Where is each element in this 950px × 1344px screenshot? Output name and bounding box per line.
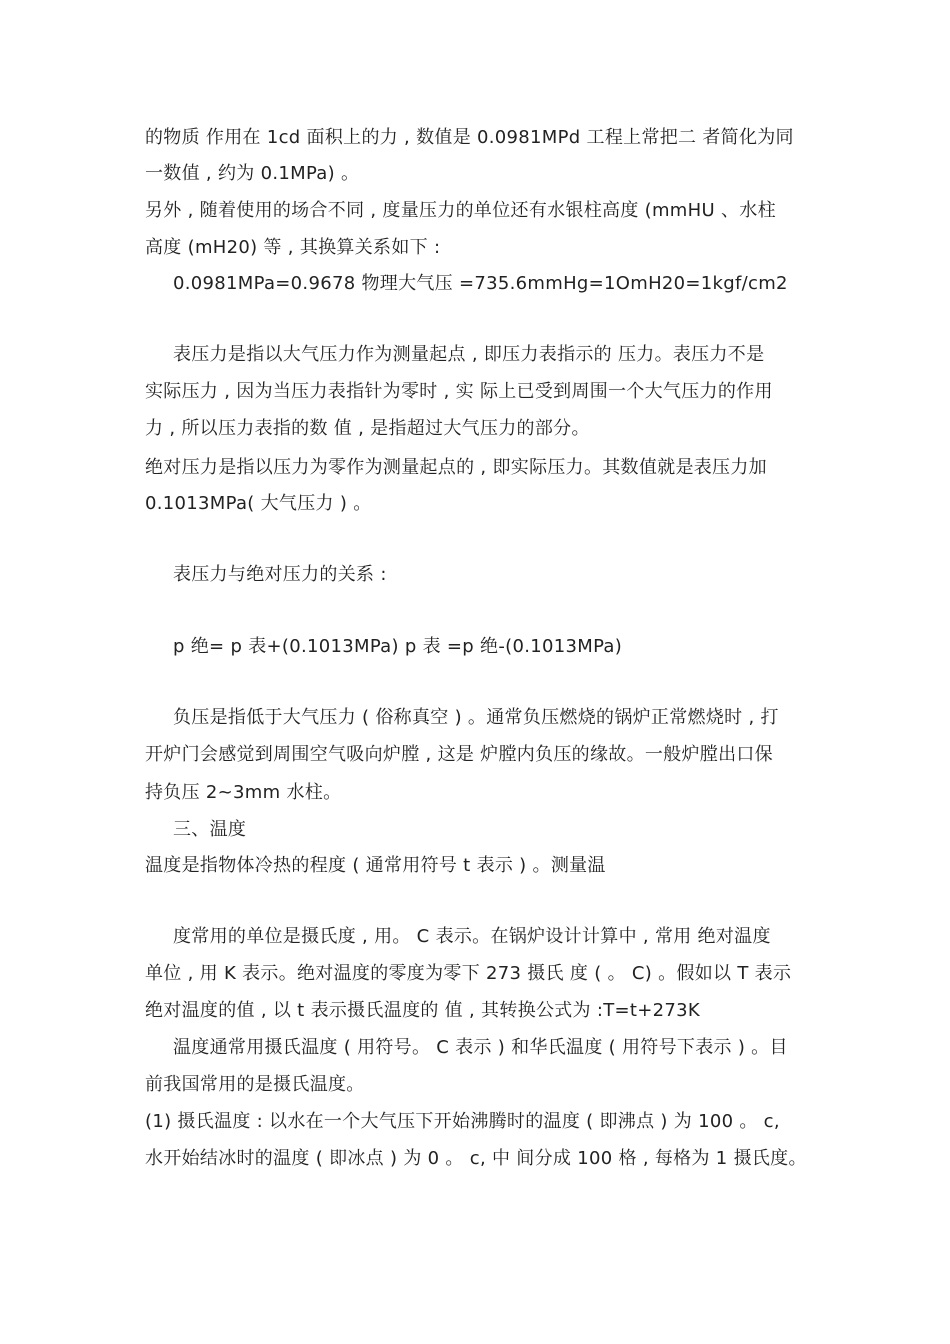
section-heading: 三、温度	[173, 819, 247, 840]
text-line: 力 , 所以压力表指的数 值 , 是指超过大气压力的部分。	[145, 418, 590, 439]
text-line: 绝对压力是指以压力为零作为测量起点的 , 即实际压力。其数值就是表压力加	[145, 457, 767, 478]
text-line: 表压力与绝对压力的关系 :	[173, 564, 387, 585]
text-line: (1) 摄氏温度 : 以水在一个大气压下开始沸腾时的温度 ( 即沸点 ) 为 100 。 c,	[145, 1111, 780, 1132]
text-line: 0.1013MPa( 大气压力 ) 。	[145, 493, 372, 514]
text-line: 负压是指低于大气压力 ( 俗称真空 ) 。通常负压燃烧的锅炉正常燃烧时 , 打	[173, 707, 779, 728]
text-line: 实际压力 , 因为当压力表指针为零时 , 实 际上已受到周围一个大气压力的作用	[145, 381, 773, 402]
text-line: 高度 (mH20) 等 , 其换算关系如下 :	[145, 237, 441, 258]
text-line: 水开始结冰时的温度 ( 即冰点 ) 为 0 。 c, 中 间分成 100 格 , 每格为 1 摄氏度。	[145, 1148, 807, 1169]
text-line: 温度通常用摄氏温度 ( 用符号。 C 表示 ) 和华氏温度 ( 用符号下表示 ) 。目	[173, 1037, 788, 1058]
text-line: 一数值 , 约为 0.1MPa) 。	[145, 163, 360, 184]
text-line: 单位 , 用 K 表示。绝对温度的零度为零下 273 摄氏 度 ( 。 C) 。假如以 T 表示	[145, 963, 792, 984]
text-line: 另外 , 随着使用的场合不同 , 度量压力的单位还有水银柱高度 (mmHU 、水柱	[145, 200, 776, 221]
text-line: 表压力是指以大气压力作为测量起点 , 即压力表指示的 压力。表压力不是	[173, 344, 765, 365]
formula-line: p 绝= p 表+(0.1013MPa) p 表 =p 绝-(0.1013MPa)	[173, 636, 623, 657]
text-line: 前我国常用的是摄氏温度。	[145, 1074, 365, 1095]
text-line: 绝对温度的值 , 以 t 表示摄氏温度的 值 , 其转换公式为 :T=t+273K	[145, 1000, 701, 1021]
formula-line: 0.0981MPa=0.9678 物理大气压 =735.6mmHg=1OmH20=1kgf/cm2	[173, 273, 788, 294]
text-line: 的物质 作用在 1cd 面积上的力 , 数值是 0.0981MPd 工程上常把二 者简化为同	[145, 127, 794, 148]
text-line: 开炉门会感觉到周围空气吸向炉膛 , 这是 炉膛内负压的缘故。一般炉膛出口保	[145, 744, 773, 765]
text-line: 度常用的单位是摄氏度 , 用。 C 表示。在锅炉设计计算中 , 常用 绝对温度	[173, 926, 771, 947]
text-line: 温度是指物体冷热的程度 ( 通常用符号 t 表示 ) 。测量温	[145, 855, 606, 876]
text-line: 持负压 2~3mm 水柱。	[145, 782, 342, 803]
